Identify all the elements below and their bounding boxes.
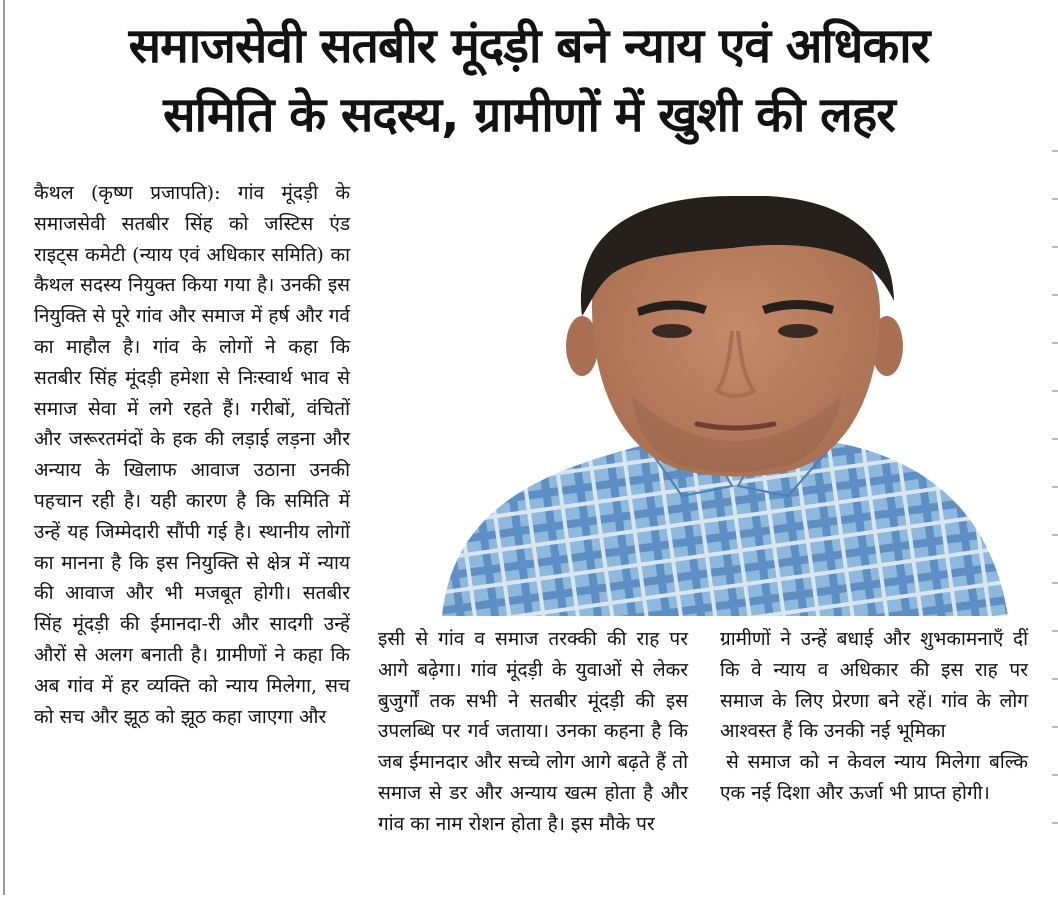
- headline-line-2: समिति के सदस्य, ग्रामीणों में खुशी की लहर: [163, 87, 895, 143]
- column-rule: [3, 0, 5, 895]
- eye: [778, 324, 818, 338]
- headline: [18, 12, 1040, 170]
- edge-marks: [1052, 150, 1058, 850]
- eye: [652, 324, 692, 338]
- article-column-middle: [378, 624, 688, 886]
- article-paragraph: इसी से गांव व समाज तरक्की की राह पर आगे बढ़ेगा। गांव मूंदड़ी के युवाओं से लेकर बुजुर्गों तक सभी ने सतबीर मूंदड़ी की इस उपलब्धि पर गर्व जताया। उनका कहना है कि जब ईमानदार और सच्चे लोग आगे बढ़ते हैं तो समाज से डर और अन्याय खत्म होता है और गांव का नाम रोशन होता है। इस मौके पर: [378, 628, 688, 835]
- article-column-right: [720, 624, 1028, 886]
- article-paragraph: से समाज को न केवल न्याय मिलेगा बल्कि एक नई दिशा और ऊर्जा भी प्राप्त होगी।: [720, 751, 1028, 804]
- person-portrait-illustration: [432, 196, 1008, 616]
- article-paragraph: कैथल (कृष्ण प्रजापति): गांव मूंदड़ी के समाजसेवी सतबीर सिंह को जस्टिस एंड राइट्स कमेटी (न्याय एवं अधिकार समिति) का कैथल सदस्य नियुक्त किया गया है। उनकी इस नियुक्ति से पूरे गांव और समाज में हर्ष और गर्व का माहौल है। गांव के लोगों ने कहा कि सतबीर सिंह मूंदड़ी हमेशा से निःस्वार्थ भाव से समाज सेवा में लगे रहते हैं। गरीबों, वंचितों और जरूरतमंदों के हक की लड़ाई लड़ना और अन्याय के खिलाफ आवाज उठाना उनकी पहचान रही है। यही कारण है कि समिति में उन्हें यह जिम्मेदारी सौंपी गई है। स्थानीय लोगों का मानना है कि इस नियुक्ति से क्षेत्र में न्याय की आवाज और भी मजबूत होगी। सतबीर सिंह मूंदड़ी की ईमानदा-री और सादगी उन्हें औरों से अलग बनाती है। ग्रामीणों ने कहा कि अब गांव में हर व्यक्ति को न्याय मिलेगा, सच को सच और झूठ को झूठ कहा जाएगा और: [34, 182, 350, 728]
- portrait-photo: [432, 196, 1008, 616]
- headline-line-1: समाजसेवी सतबीर मूंदड़ी बने न्याय एवं अधिकार: [128, 18, 930, 74]
- article-paragraph: ग्रामीणों ने उन्हें बधाई और शुभकामनाएँ दीं कि वे न्याय व अधिकार की इस राह पर समाज के लिए प्रेरणा बने रहें। गांव के लोग आश्वस्त हैं कि उनकी नई भूमिका: [720, 628, 1028, 743]
- article-column-left: [34, 178, 350, 890]
